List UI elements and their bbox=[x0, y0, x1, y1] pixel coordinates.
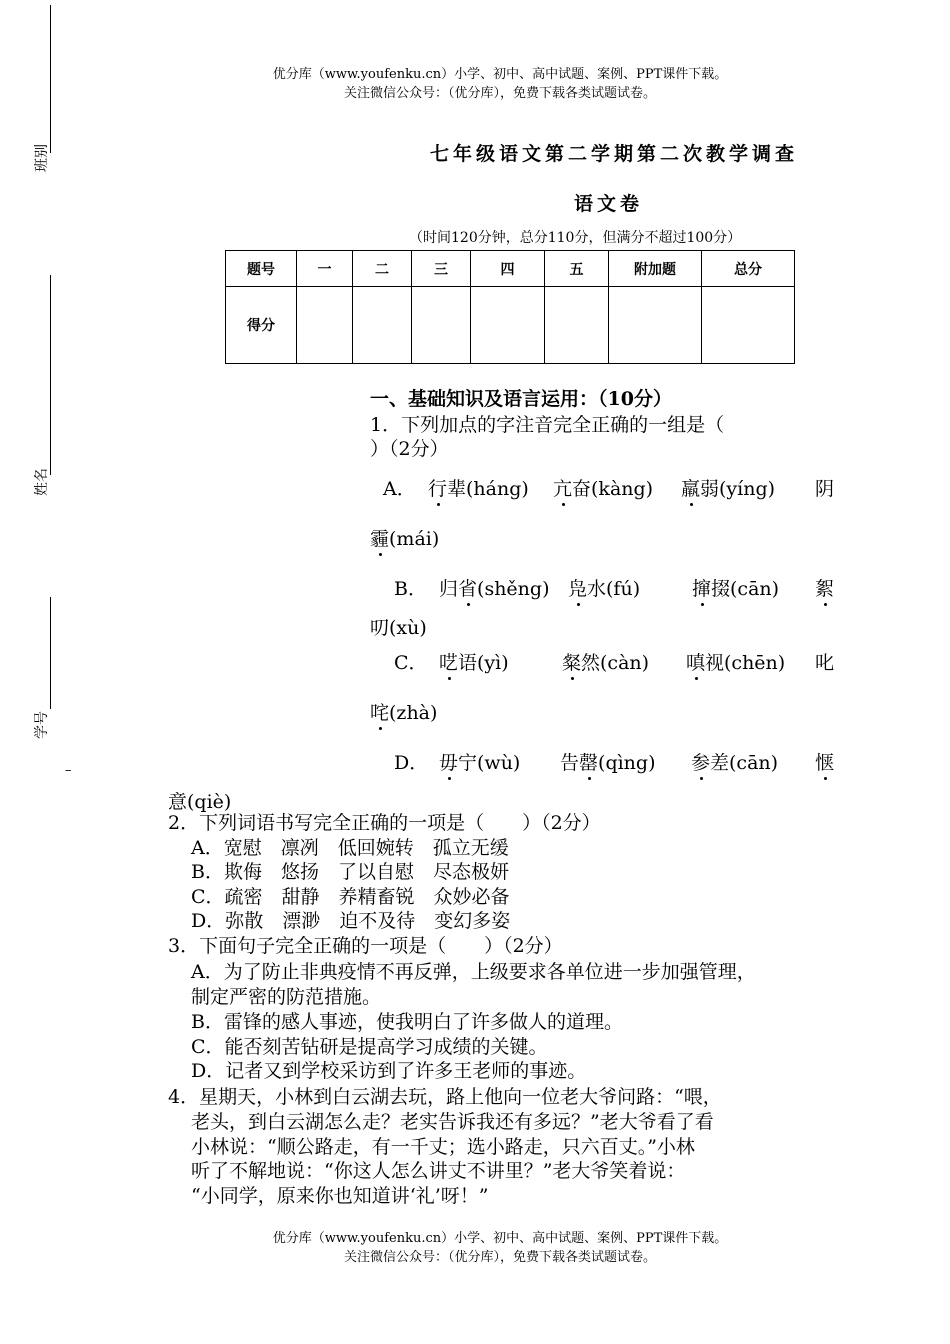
option-text: 掇(cān) bbox=[711, 578, 780, 600]
score-input-cell[interactable] bbox=[702, 287, 795, 364]
score-input-cell[interactable] bbox=[545, 287, 609, 364]
dotted-char: 凫 bbox=[568, 578, 588, 600]
dotted-char: 撺 bbox=[692, 578, 712, 600]
dotted-char: 絮 bbox=[815, 578, 835, 600]
q1-option-c-word2 bbox=[562, 648, 649, 675]
q4-line4: 听了不解地说：“你这人怎么讲丈不讲里？”老大爷笑着说： bbox=[191, 1160, 686, 1182]
q3-option-d: D．记者又到学校采访到了许多王老师的事迹。 bbox=[191, 1060, 587, 1082]
q1-option-d-word2 bbox=[560, 748, 656, 775]
dotted-char: 嗔 bbox=[686, 652, 706, 674]
q4-line2: 老头，到白云湖怎么走？老实告诉我还有多远？”老大爷看了看 bbox=[191, 1111, 714, 1133]
option-text: (qìng) bbox=[598, 752, 656, 774]
id-label: 学号 bbox=[34, 711, 50, 739]
option-text: 弱(yíng) bbox=[700, 478, 776, 500]
score-input-cell[interactable] bbox=[609, 287, 702, 364]
class-field-line bbox=[50, 5, 51, 153]
margin-dash: – bbox=[65, 763, 72, 778]
exam-subtitle: 语文卷 bbox=[574, 193, 644, 215]
dotted-char: 省 bbox=[458, 578, 478, 600]
q1-option-a-cont bbox=[370, 524, 439, 551]
q1-option-b-word3 bbox=[692, 574, 779, 601]
score-header-cell: 题号 bbox=[226, 251, 297, 287]
name-field-line bbox=[50, 275, 51, 475]
q1-option-b-word4 bbox=[815, 574, 834, 601]
option-text: 水(fú) bbox=[587, 578, 641, 600]
exam-title: 七年级语文第二学期第二次教学调查 bbox=[430, 143, 799, 165]
dotted-char: 亢 bbox=[553, 478, 573, 500]
q1-option-a-word1 bbox=[428, 474, 529, 501]
q2-option-a: A．宽慰 凛冽 低回婉转 孤立无缓 bbox=[191, 837, 509, 859]
q1-option-a-word2 bbox=[553, 474, 653, 501]
score-header-cell: 五 bbox=[545, 251, 609, 287]
name-label: 姓名 bbox=[34, 468, 50, 496]
option-text: 叱 bbox=[815, 652, 835, 674]
q2-option-d: D．弥散 漂渺 迫不及待 变幻多姿 bbox=[191, 910, 511, 932]
q1-option-c-cont bbox=[370, 698, 437, 725]
q3-stem: 3．下面句子完全正确的一项是（ ）（2分） bbox=[168, 935, 563, 957]
score-header-cell: 四 bbox=[471, 251, 545, 287]
option-text: 然(càn) bbox=[581, 652, 650, 674]
q3-option-a-line1: A．为了防止非典疫情不再反弹，上级要求各单位进一步加强管理， bbox=[191, 961, 756, 983]
q1-option-b-word1 bbox=[439, 574, 550, 601]
score-row-label: 得分 bbox=[226, 287, 297, 364]
q2-stem: 2．下列词语书写完全正确的一项是（ ）（2分） bbox=[168, 812, 601, 834]
q4-line1: 4．星期天，小林到白云湖去玩，路上他向一位老大爷问路：“喂， bbox=[168, 1086, 722, 1108]
q1-option-c-label: C． bbox=[394, 652, 428, 674]
header-line-2: 关注微信公众号：（优分库），免费下载各类试题试卷。 bbox=[343, 86, 656, 101]
option-text: 阴 bbox=[815, 478, 835, 500]
score-header-cell: 三 bbox=[412, 251, 471, 287]
q3-option-a-line2: 制定严密的防范措施。 bbox=[191, 986, 382, 1008]
score-input-cell[interactable] bbox=[353, 287, 412, 364]
class-label: 班别 bbox=[34, 144, 50, 172]
option-text: (shěng) bbox=[477, 578, 550, 600]
score-header-cell: 总分 bbox=[702, 251, 795, 287]
dotted-char: 惬 bbox=[815, 752, 835, 774]
q1-option-a-word4 bbox=[815, 474, 834, 501]
q1-option-d-word1 bbox=[439, 748, 520, 775]
q1-option-a-word3 bbox=[681, 474, 775, 501]
dotted-char: 参 bbox=[691, 752, 711, 774]
q1-option-d-cont: 意(qiè) bbox=[168, 791, 232, 813]
option-text: 语(yì) bbox=[458, 652, 509, 674]
dotted-char: 羸 bbox=[681, 478, 701, 500]
option-text: 差(cān) bbox=[710, 752, 779, 774]
dotted-char: 毋 bbox=[439, 752, 459, 774]
dotted-char: 行 bbox=[428, 478, 448, 500]
score-input-cell[interactable] bbox=[297, 287, 353, 364]
score-header-cell: 附加题 bbox=[609, 251, 702, 287]
dotted-char: 罄 bbox=[579, 752, 599, 774]
q1-stem-line2: ）（2分） bbox=[370, 438, 449, 460]
option-text: (zhà) bbox=[389, 702, 438, 724]
section-heading: 一、基础知识及语言运用：（10分） bbox=[370, 388, 672, 410]
q3-option-c: C．能否刻苦钻研是提高学习成绩的关键。 bbox=[191, 1036, 548, 1058]
dotted-char: 咤 bbox=[370, 702, 390, 724]
q1-option-c-word3 bbox=[686, 648, 785, 675]
dotted-char: 霾 bbox=[370, 528, 390, 550]
footer-line-2: 关注微信公众号：（优分库），免费下载各类试题试卷。 bbox=[343, 1250, 656, 1265]
q1-option-b-cont: 叨(xù) bbox=[370, 617, 427, 639]
option-text: 辈(háng) bbox=[447, 478, 529, 500]
option-text: (mái) bbox=[389, 528, 440, 550]
q1-option-b-label: B． bbox=[394, 578, 427, 600]
option-text: 奋(kàng) bbox=[572, 478, 654, 500]
option-text: 告 bbox=[560, 752, 580, 774]
q2-option-c: C．疏密 甜静 养精畜锐 众妙必备 bbox=[191, 886, 510, 908]
q3-option-b: B．雷锋的感人事迹，使我明白了许多做人的道理。 bbox=[191, 1011, 623, 1033]
q1-stem-line1: 1．下列加点的字注音完全正确的一组是（ bbox=[370, 414, 725, 436]
q1-option-c-word1 bbox=[439, 648, 509, 675]
q4-line5: “小同学，原来你也知道讲‘礼’呀！” bbox=[191, 1185, 489, 1207]
option-text: 归 bbox=[439, 578, 459, 600]
q2-option-b: B．欺侮 悠扬 了以自慰 尽态极妍 bbox=[191, 861, 509, 883]
q1-option-d-word4 bbox=[815, 748, 834, 775]
q1-option-b-word2 bbox=[568, 574, 640, 601]
dotted-char: 呓 bbox=[439, 652, 459, 674]
q4-line3: 小林说：“顺公路走，有一千丈；选小路走，只六百丈。”小林 bbox=[191, 1136, 695, 1158]
q1-option-c-word4 bbox=[815, 648, 834, 675]
option-text: 宁(wù) bbox=[458, 752, 521, 774]
score-header-cell: 一 bbox=[297, 251, 353, 287]
q1-option-a-label: A． bbox=[383, 478, 416, 500]
score-input-cell[interactable] bbox=[471, 287, 545, 364]
score-input-cell[interactable] bbox=[412, 287, 471, 364]
footer-line-1: 优分库（www.youfenku.cn）小学、初中、高中试题、案例、PPT课件下载。 bbox=[272, 1231, 728, 1246]
q1-option-d-label: D． bbox=[394, 752, 429, 774]
option-text: 视(chēn) bbox=[705, 652, 786, 674]
q1-option-d-word3 bbox=[691, 748, 778, 775]
exam-note: （时间120分钟，总分110分，但满分不超过100分） bbox=[409, 230, 742, 246]
score-header-cell: 二 bbox=[353, 251, 412, 287]
header-line-1: 优分库（www.youfenku.cn）小学、初中、高中试题、案例、PPT课件下载。 bbox=[272, 67, 728, 82]
id-field-line bbox=[50, 597, 51, 709]
dotted-char: 粲 bbox=[562, 652, 582, 674]
score-table bbox=[225, 250, 795, 364]
